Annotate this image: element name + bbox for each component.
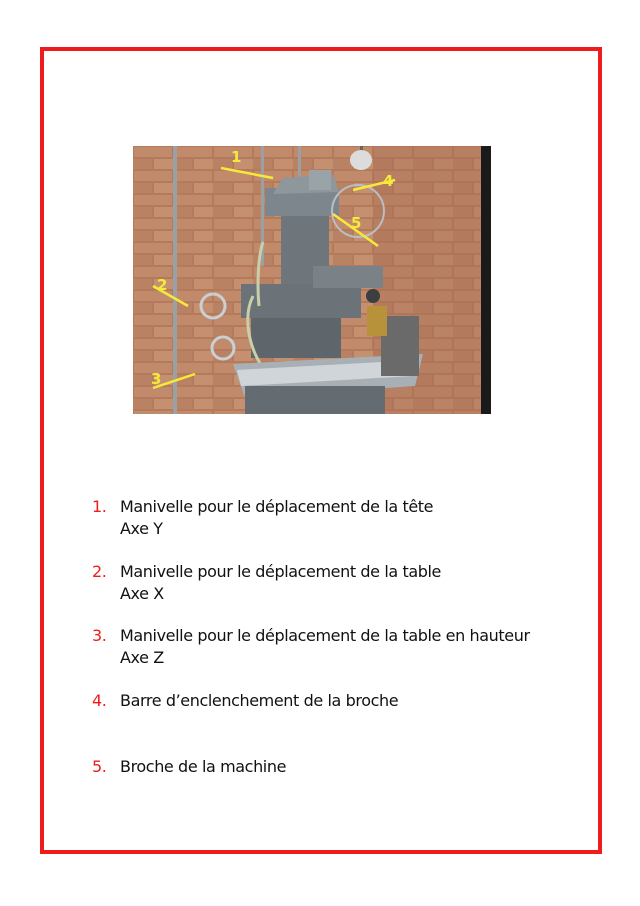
- item-number: 3.: [92, 626, 107, 645]
- item-text: Manivelle pour le déplacement de la table: [120, 562, 441, 581]
- item-number: 5.: [92, 757, 107, 776]
- lamp: [350, 150, 372, 170]
- callout-3: 3: [151, 370, 162, 388]
- milling-machine-photo: [133, 146, 491, 414]
- item-number: 4.: [92, 691, 107, 710]
- item-text: Broche de la machine: [120, 757, 287, 776]
- callout-2: 2: [157, 276, 168, 294]
- machine-knee: [251, 318, 341, 358]
- item-text: Manivelle pour le déplacement de la tête: [120, 497, 434, 516]
- callout-5: 5: [351, 214, 362, 232]
- item-axis: Axe Z: [120, 648, 164, 667]
- item-text: Manivelle pour le déplacement de la table en hauteur: [120, 626, 530, 645]
- machine-illustration: [133, 146, 491, 414]
- item-axis: Axe X: [120, 584, 164, 603]
- callout-4: 4: [383, 172, 394, 190]
- item-axis: Axe Y: [120, 519, 163, 538]
- item-text: Barre d’enclenchement de la broche: [120, 691, 399, 710]
- machine-base: [245, 386, 385, 414]
- callout-1: 1: [231, 148, 242, 166]
- dark-edge: [481, 146, 491, 414]
- item-number: 1.: [92, 497, 107, 516]
- item-number: 2.: [92, 562, 107, 581]
